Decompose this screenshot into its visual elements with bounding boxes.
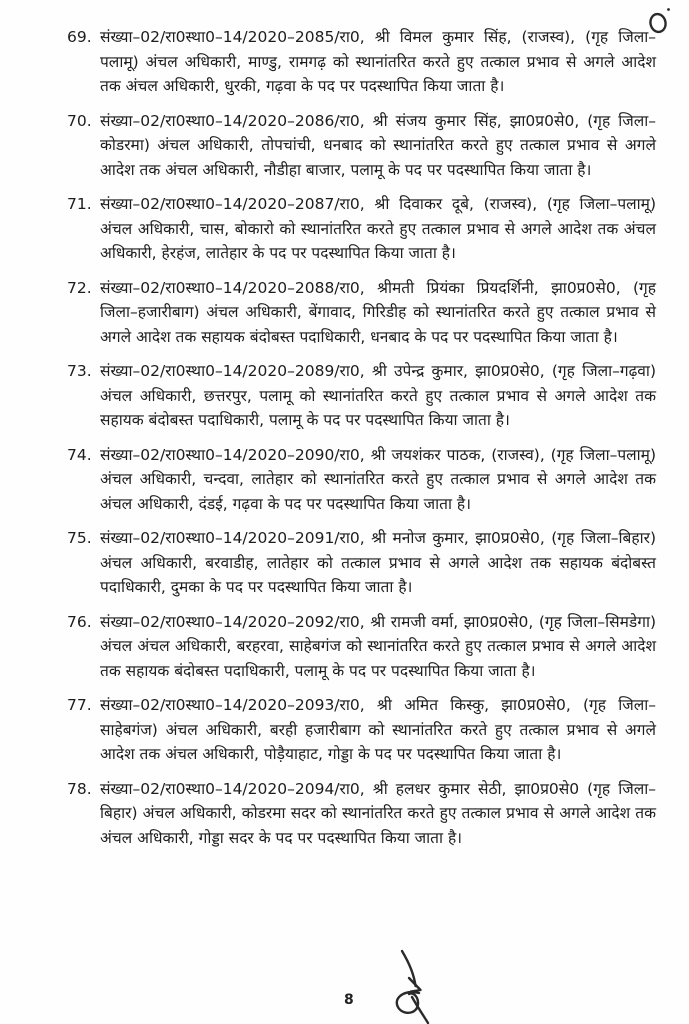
item-text: संख्या–02/रा0स्था0–14/2020–2093/रा0, श्री अमित किस्कु, झा0प्र0से0, (गृह जिला–साहेबगंज) अंचल अधिकारी, बरही हजारीबाग को स्थानांतरित करते हुए तत्काल प्रभाव से अगले आदेश तक अंचल अधिकारी, पोड़ैयाहाट, गोड्डा के पद पर पदस्थापित किया जाता है। [100,696,656,763]
order-item-74 [67,443,656,517]
item-number: 74. [67,445,92,464]
orders-list [67,25,656,860]
item-number: 77. [67,696,92,714]
item-number: 75. [67,529,92,547]
item-text: संख्या–02/रा0स्था0–14/2020–2085/रा0, श्री विमल कुमार सिंह, (राजस्व), (गृह जिला–पलामू) अंचल अधिकारी, माण्डु, रामगढ़ को स्थानांतरित करते हुए तत्काल प्रभाव से अगले आदेश तक अंचल अधिकारी, धुरकी, गढ़वा के पद पर पदस्थापित किया जाता है। [100,28,656,95]
item-text: संख्या–02/रा0स्था0–14/2020–2088/रा0, श्रीमती प्रियंका प्रियदर्शिनी, झा0प्र0से0, (गृह जिला–हजारीबाग) अंचल अधिकारी, बेंगावाद, गिरिडीह को स्थानांतरित करते हुए तत्काल प्रभाव से अगले आदेश तक सहायक बंदोबस्त पदाधिकारी, धनबाद के पद पर पदस्थापित किया जाता है। [100,278,656,346]
item-number: 72. [67,278,92,297]
order-item-70 [67,109,656,183]
item-number: 71. [67,195,92,213]
order-item-78 [67,777,656,851]
item-number: 73. [67,362,92,380]
item-text: संख्या–02/रा0स्था0–14/2020–2090/रा0, श्री जयशंकर पाठक, (राजस्व), (गृह जिला–पलामू) अंचल अधिकारी, चन्दवा, लातेहार को स्थानांतरित करते हुए तत्काल प्रभाव से अगले आदेश तक अंचल अधिकारी, दंडई, गढ़वा के पद पर पदस्थापित किया जाता है। [100,445,656,513]
item-number: 76. [67,612,92,631]
order-item-69 [67,25,656,99]
order-item-75 [67,526,656,600]
order-item-77 [67,693,656,767]
order-item-73 [67,359,656,433]
order-item-71 [67,192,656,266]
item-text: संख्या–02/रा0स्था0–14/2020–2089/रा0, श्री उपेन्द्र कुमार, झा0प्र0से0, (गृह जिला–गढ़वा) अंचल अधिकारी, छत्तरपुर, पलामू को स्थानांतरित करते हुए तत्काल प्रभाव से अगले आदेश तक सहायक बंदोबस्त पदाधिकारी, पलामू के पद पर पदस्थापित किया जाता है। [100,362,656,429]
item-number: 69. [67,28,92,46]
item-text: संख्या–02/रा0स्था0–14/2020–2087/रा0, श्री दिवाकर दूबे, (राजस्व), (गृह जिला–पलामू) अंचल अधिकारी, चास, बोकारो को स्थानांतरित करते हुए तत्काल प्रभाव से अगले आदेश तक अंचल अधिकारी, हेरहंज, लातेहार के पद पर पदस्थापित किया जाता है। [100,195,656,262]
item-number: 78. [67,779,92,798]
item-text: संख्या–02/रा0स्था0–14/2020–2092/रा0, श्री रामजी वर्मा, झा0प्र0से0, (गृह जिला–सिमडेगा) अंचल अंचल अधिकारी, बरहरवा, साहेबगंज को स्थानांतरित करते हुए तत्काल प्रभाव से अगले आदेश तक सहायक बंदोबस्त पदाधिकारी, पलामू के पद पर पदस्थापित किया जाता है। [100,612,656,680]
signature-scribble-icon [385,948,447,1024]
page-number: 8 [344,992,354,1008]
item-text: संख्या–02/रा0स्था0–14/2020–2086/रा0, श्री संजय कुमार सिंह, झा0प्र0से0, (गृह जिला–कोडरमा) अंचल अधिकारी, तोपचांची, धनबाद को स्थानांतरित करते हुए तत्काल प्रभाव से अगले आदेश तक अंचल अधिकारी, नौडीहा बाजार, पलामू के पद पर पदस्थापित किया जाता है। [100,111,656,179]
order-item-76 [67,610,656,684]
order-item-72 [67,276,656,350]
item-text: संख्या–02/रा0स्था0–14/2020–2094/रा0, श्री हलधर कुमार सेठी, झा0प्र0से0 (गृह जिला–बिहार) अंचल अधिकारी, कोडरमा सदर को स्थानांतरित करते हुए तत्काल प्रभाव से अगले आदेश तक अंचल अधिकारी, गोड्डा सदर के पद पर पदस्थापित किया जाता है। [100,779,656,847]
item-number: 70. [67,111,92,130]
item-text: संख्या–02/रा0स्था0–14/2020–2091/रा0, श्री मनोज कुमार, झा0प्र0से0, (गृह जिला–बिहार) अंचल अधिकारी, बरवाडीह, लातेहार को तत्काल प्रभाव से अगले आदेश तक सहायक बंदोबस्त पदाधिकारी, दुमका के पद पर पदस्थापित किया जाता है। [100,529,656,596]
